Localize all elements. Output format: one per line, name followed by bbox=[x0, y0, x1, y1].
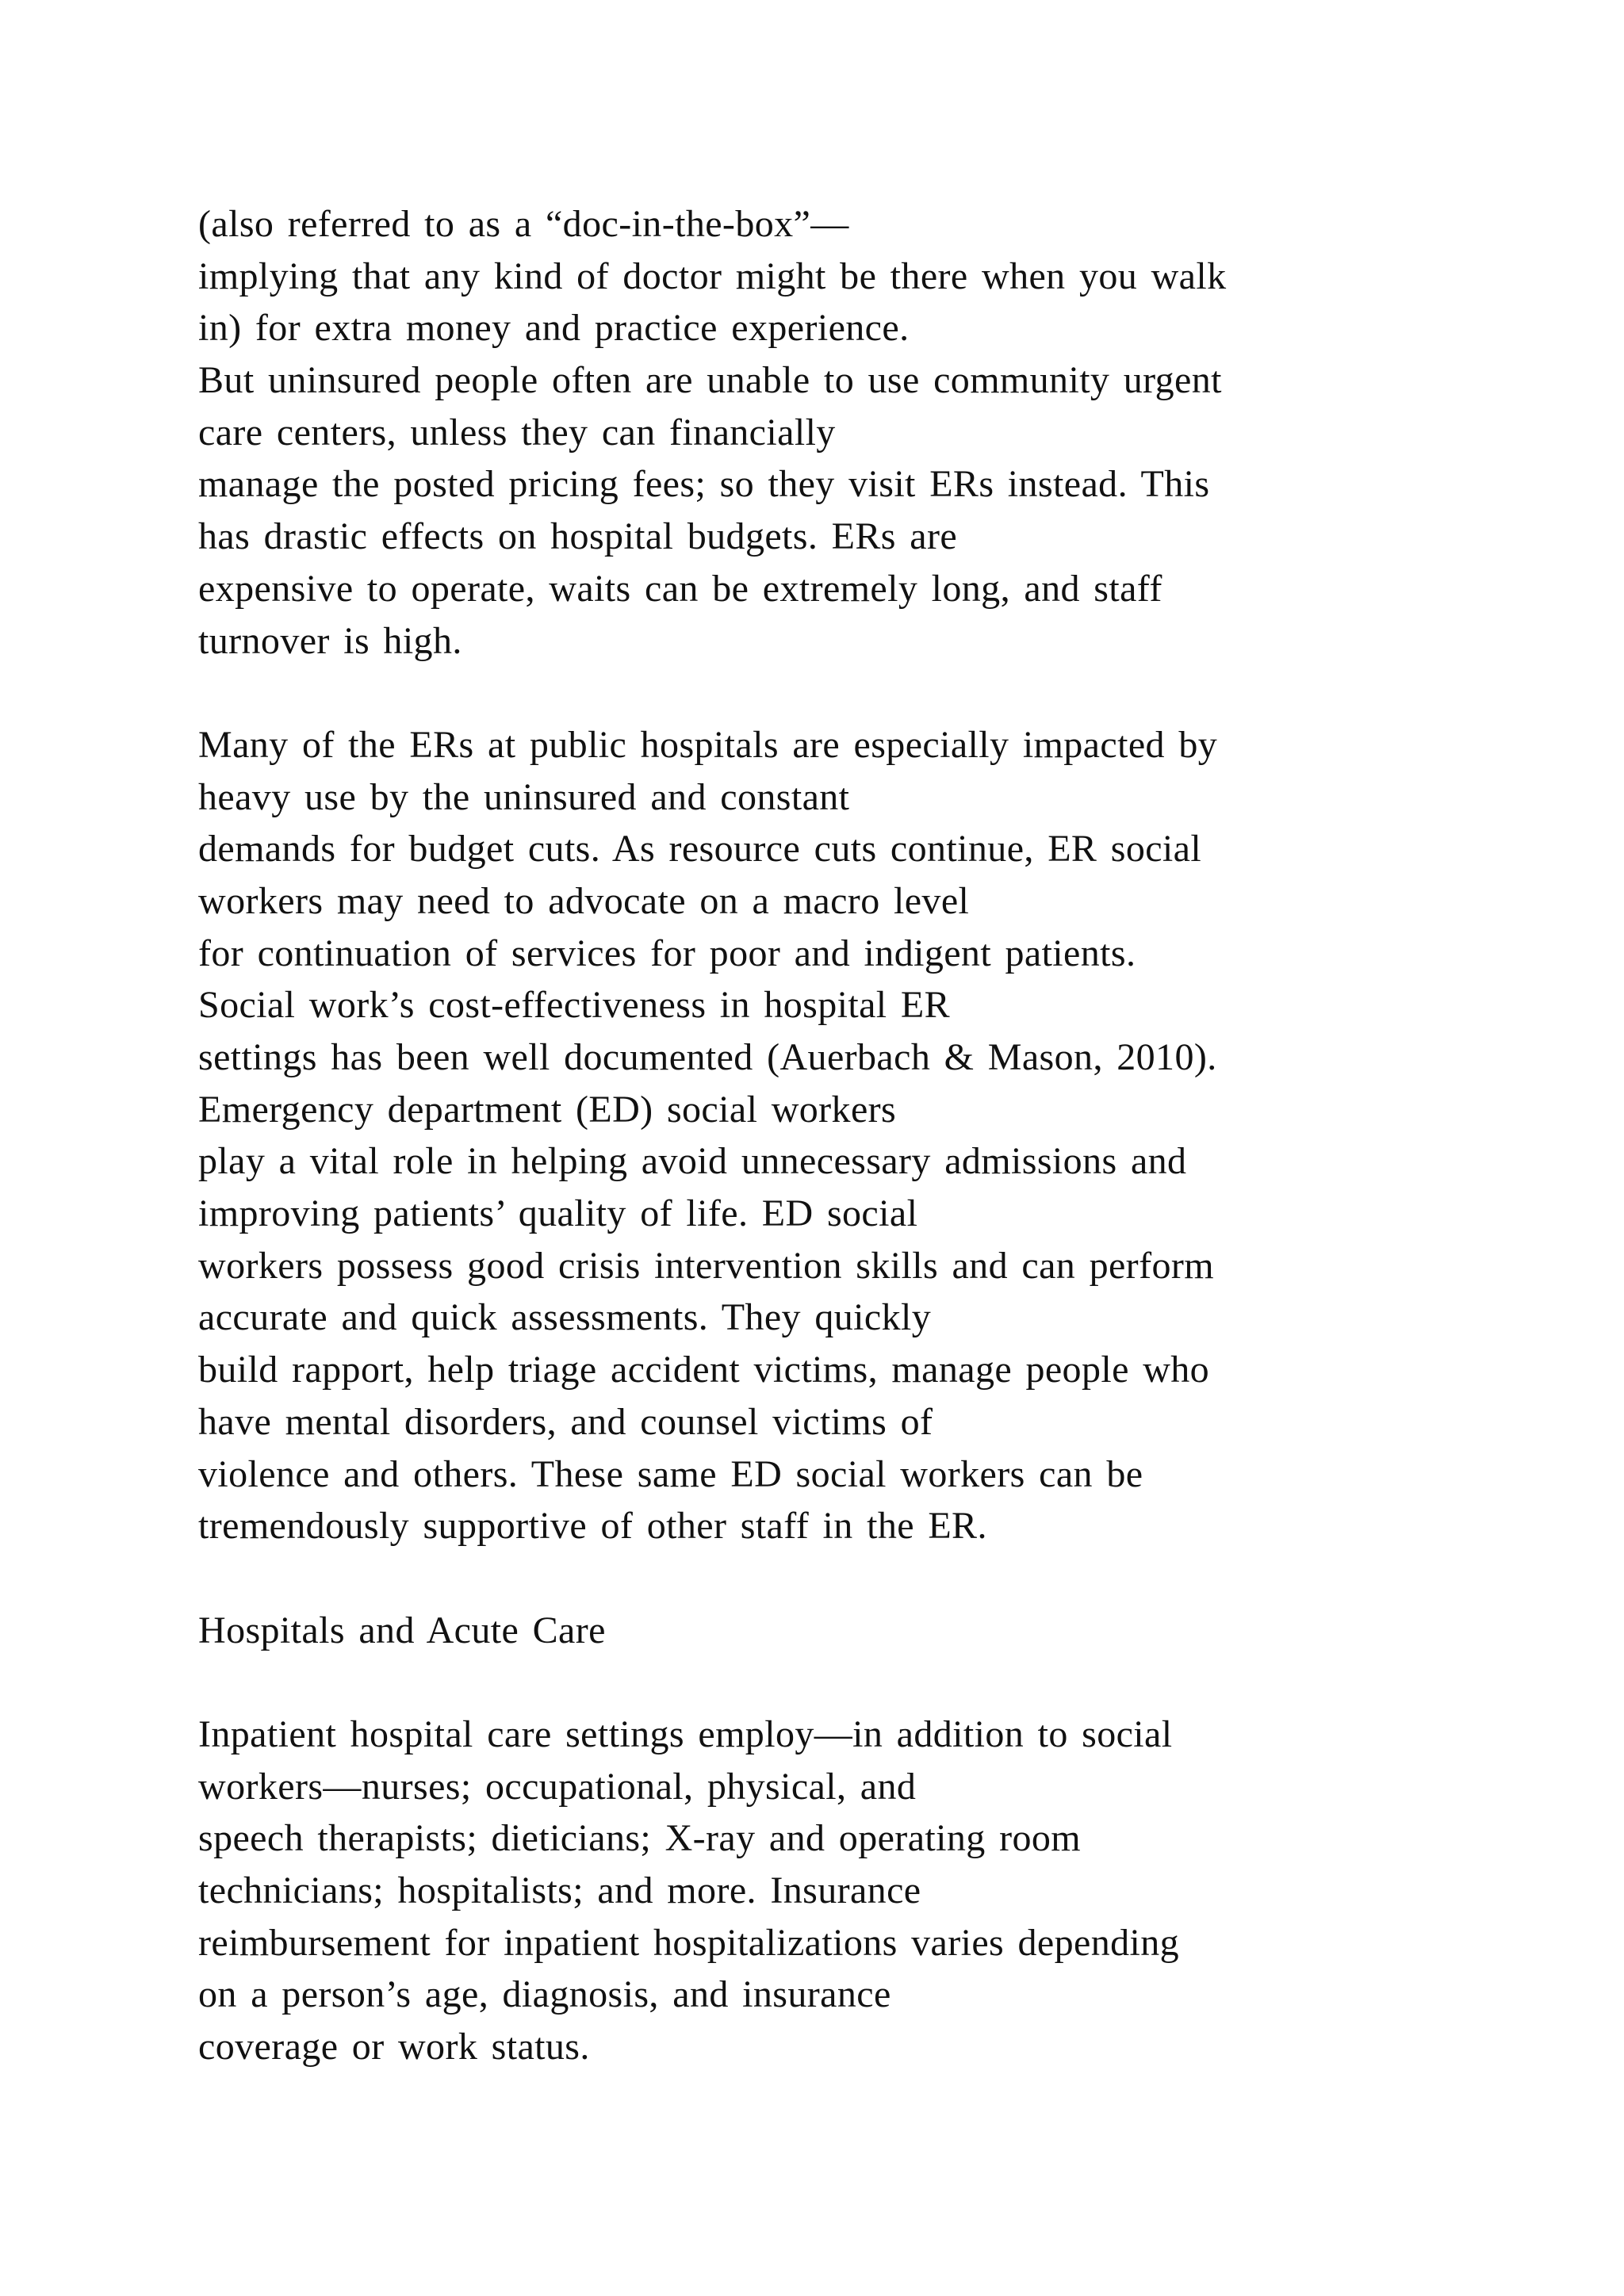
paragraph-3 bbox=[198, 1709, 1507, 2073]
text-line: on a person’s age, diagnosis, and insurance bbox=[198, 1973, 891, 2016]
text-line: demands for budget cuts. As resource cuts continue, ER social bbox=[198, 828, 1202, 871]
text-line: (also referred to as a “doc-in-the-box”— bbox=[198, 203, 849, 245]
text-line: Emergency department (ED) social workers bbox=[198, 1088, 897, 1131]
text-line: Social work’s cost-effectiveness in hospital ER bbox=[198, 984, 951, 1027]
text-line: workers may need to advocate on a macro level bbox=[198, 879, 970, 922]
text-line: reimbursement for inpatient hospitalizations varies depending bbox=[198, 1921, 1180, 1964]
text-line: expensive to operate, waits can be extremely long, and staff bbox=[198, 567, 1162, 610]
text-line: heavy use by the uninsured and constant bbox=[198, 775, 850, 818]
text-line: for continuation of services for poor and indigent patients. bbox=[198, 932, 1136, 974]
text-line: accurate and quick assessments. They quickly bbox=[198, 1296, 932, 1339]
text-line: Many of the ERs at public hospitals are especially impacted by bbox=[198, 723, 1218, 766]
text-line: technicians; hospitalists; and more. Insurance bbox=[198, 1869, 921, 1911]
text-line: speech therapists; dieticians; X-ray and operating room bbox=[198, 1817, 1081, 1860]
text-line: But uninsured people often are unable to use community urgent bbox=[198, 359, 1222, 402]
text-line: have mental disorders, and counsel victims of bbox=[198, 1400, 933, 1443]
document-body bbox=[198, 198, 1507, 2073]
text-line: workers possess good crisis intervention skills and can perform bbox=[198, 1244, 1214, 1287]
text-line: workers—nurses; occupational, physical, and bbox=[198, 1765, 917, 1808]
text-line: coverage or work status. bbox=[198, 2026, 590, 2068]
paragraph-1 bbox=[198, 198, 1507, 667]
text-line: in) for extra money and practice experience. bbox=[198, 307, 910, 350]
text-line: violence and others. These same ED social workers can be bbox=[198, 1452, 1143, 1495]
text-line: tremendously supportive of other staff in the ER. bbox=[198, 1505, 987, 1548]
paragraph-gap bbox=[198, 667, 1507, 719]
text-line: turnover is high. bbox=[198, 619, 462, 662]
text-line: Inpatient hospital care settings employ—in addition to social bbox=[198, 1712, 1173, 1755]
paragraph-2 bbox=[198, 719, 1507, 1552]
text-line: implying that any kind of doctor might be there when you walk bbox=[198, 254, 1227, 297]
paragraph-gap bbox=[198, 1656, 1507, 1709]
text-line: settings has been well documented (Auerbach & Mason, 2010). bbox=[198, 1036, 1217, 1078]
text-line: has drastic effects on hospital budgets. ERs are bbox=[198, 515, 958, 558]
text-line: improving patients’ quality of life. ED social bbox=[198, 1192, 918, 1235]
text-line: build rapport, help triage accident victims, manage people who bbox=[198, 1349, 1210, 1391]
text-line: play a vital role in helping avoid unnecessary admissions and bbox=[198, 1140, 1187, 1183]
paragraph-gap bbox=[198, 1552, 1507, 1605]
section-heading: Hospitals and Acute Care bbox=[198, 1609, 606, 1651]
text-line: care centers, unless they can financially bbox=[198, 411, 836, 453]
text-line: manage the posted pricing fees; so they visit ERs instead. This bbox=[198, 463, 1210, 506]
